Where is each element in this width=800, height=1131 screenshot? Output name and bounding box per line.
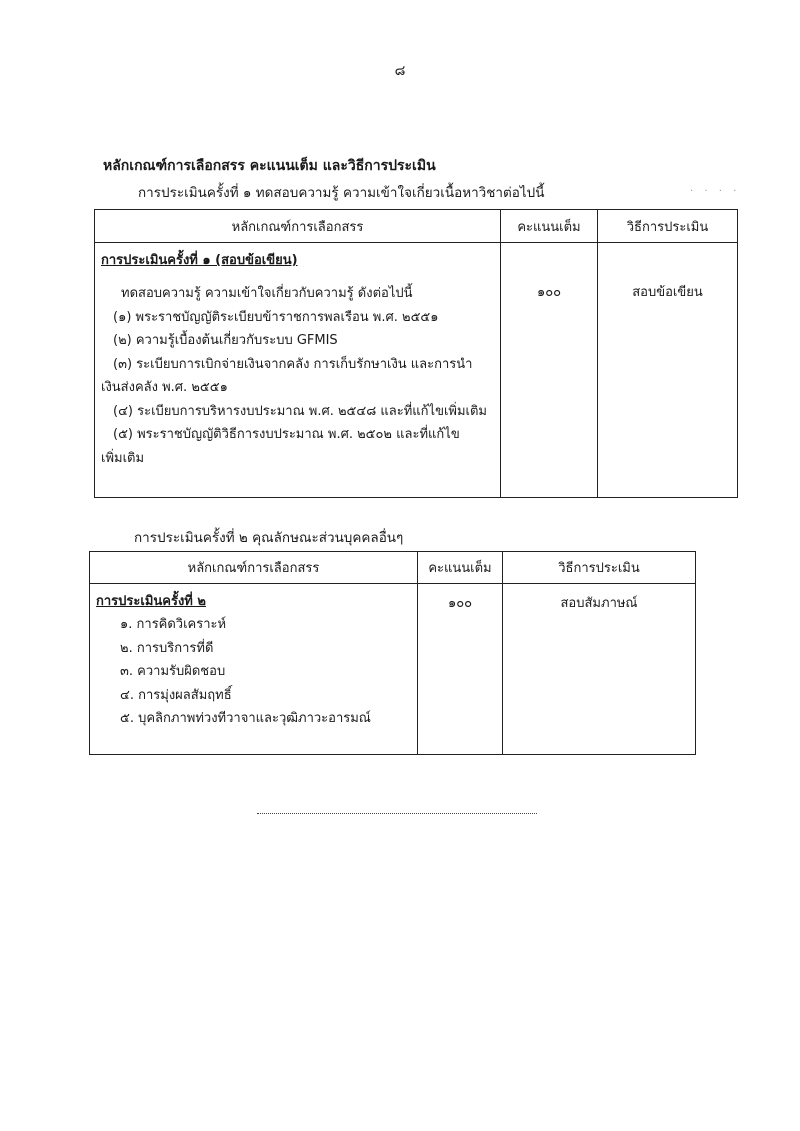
document-heading: หลักเกณฑ์การเลือกสรร คะแนนเต็ม และวิธีการประเมิน <box>103 158 436 174</box>
full-score-cell <box>501 243 598 498</box>
table-header-row <box>90 552 696 584</box>
list-item: (๒) ความรู้เบื้องต้นเกี่ยวกับระบบ GFMIS <box>113 333 338 348</box>
assessment2-table <box>89 551 696 755</box>
end-of-page-dotted-line <box>257 807 537 814</box>
section-title: การประเมินครั้งที่ ๒ <box>96 594 206 609</box>
list-item: ๕. บุคลิกภาพท่วงทีวาจาและวุฒิภาวะอารมณ์ <box>120 711 371 726</box>
list-item: (๕) พระราชบัญญัติวิธีการงบประมาณ พ.ศ. ๒๕๐๒ และที่แก้ไข <box>113 427 460 442</box>
full-score-cell <box>418 584 503 755</box>
assessment1-table <box>94 209 738 498</box>
criteria-cell <box>90 584 418 755</box>
page-number: ๘ <box>394 63 406 79</box>
list-item: (๑) พระราชบัญญัติระเบียบข้าราชการพลเรือน พ.ศ. ๒๕๕๑ <box>113 309 439 325</box>
list-item: เพิ่มเติม <box>101 450 145 466</box>
list-item: (๓) ระเบียบการเบิกจ่ายเงินจากคลัง การเก็บรักษาเงิน และการนำ <box>113 356 473 372</box>
method-header: วิธีการประเมิน <box>598 210 738 243</box>
full-score-header: คะแนนเต็ม <box>418 552 503 584</box>
scan-artifact-dots: · · · · <box>690 186 741 197</box>
assessment1-intro: การประเมินครั้งที่ ๑ ทดสอบความรู้ ความเข้าใจเกี่ยวเนื้อหาวิชาต่อไปนี้ <box>138 185 545 201</box>
assessment2-intro: การประเมินครั้งที่ ๒ คุณลักษณะส่วนบุคคลอื่นๆ <box>134 530 404 546</box>
criteria-header: หลักเกณฑ์การเลือกสรร <box>90 552 418 584</box>
method-cell <box>598 243 738 498</box>
lead-text: ทดสอบความรู้ ความเข้าใจเกี่ยวกับความรู้ ดังต่อไปนี้ <box>121 286 413 301</box>
list-item: ๔. การมุ่งผลสัมฤทธิ์ <box>120 687 232 703</box>
list-item: (๔) ระเบียบการบริหารงบประมาณ พ.ศ. ๒๕๔๘ และที่แก้ไขเพิ่มเติม <box>113 403 487 419</box>
method-cell <box>503 584 696 755</box>
full-score-value: ๑๐๐ <box>536 285 562 300</box>
method-value: สอบสัมภาษณ์ <box>560 596 638 611</box>
section-title: การประเมินครั้งที่ ๑ (สอบข้อเขียน) <box>101 253 298 268</box>
table-header-row <box>95 210 738 243</box>
list-item: ๓. ความรับผิดชอบ <box>120 664 226 679</box>
table-row <box>95 243 738 498</box>
list-item: ๒. การบริการที่ดี <box>120 640 214 656</box>
list-item: เงินส่งคลัง พ.ศ. ๒๕๕๑ <box>101 380 228 395</box>
criteria-header: หลักเกณฑ์การเลือกสรร <box>95 210 501 243</box>
method-value: สอบข้อเขียน <box>632 285 703 300</box>
table-row <box>90 584 696 755</box>
method-header: วิธีการประเมิน <box>503 552 696 584</box>
full-score-value: ๑๐๐ <box>447 596 473 611</box>
full-score-header: คะแนนเต็ม <box>501 210 598 243</box>
list-item: ๑. การคิดวิเคราะห์ <box>120 617 227 632</box>
criteria-cell <box>95 243 501 498</box>
